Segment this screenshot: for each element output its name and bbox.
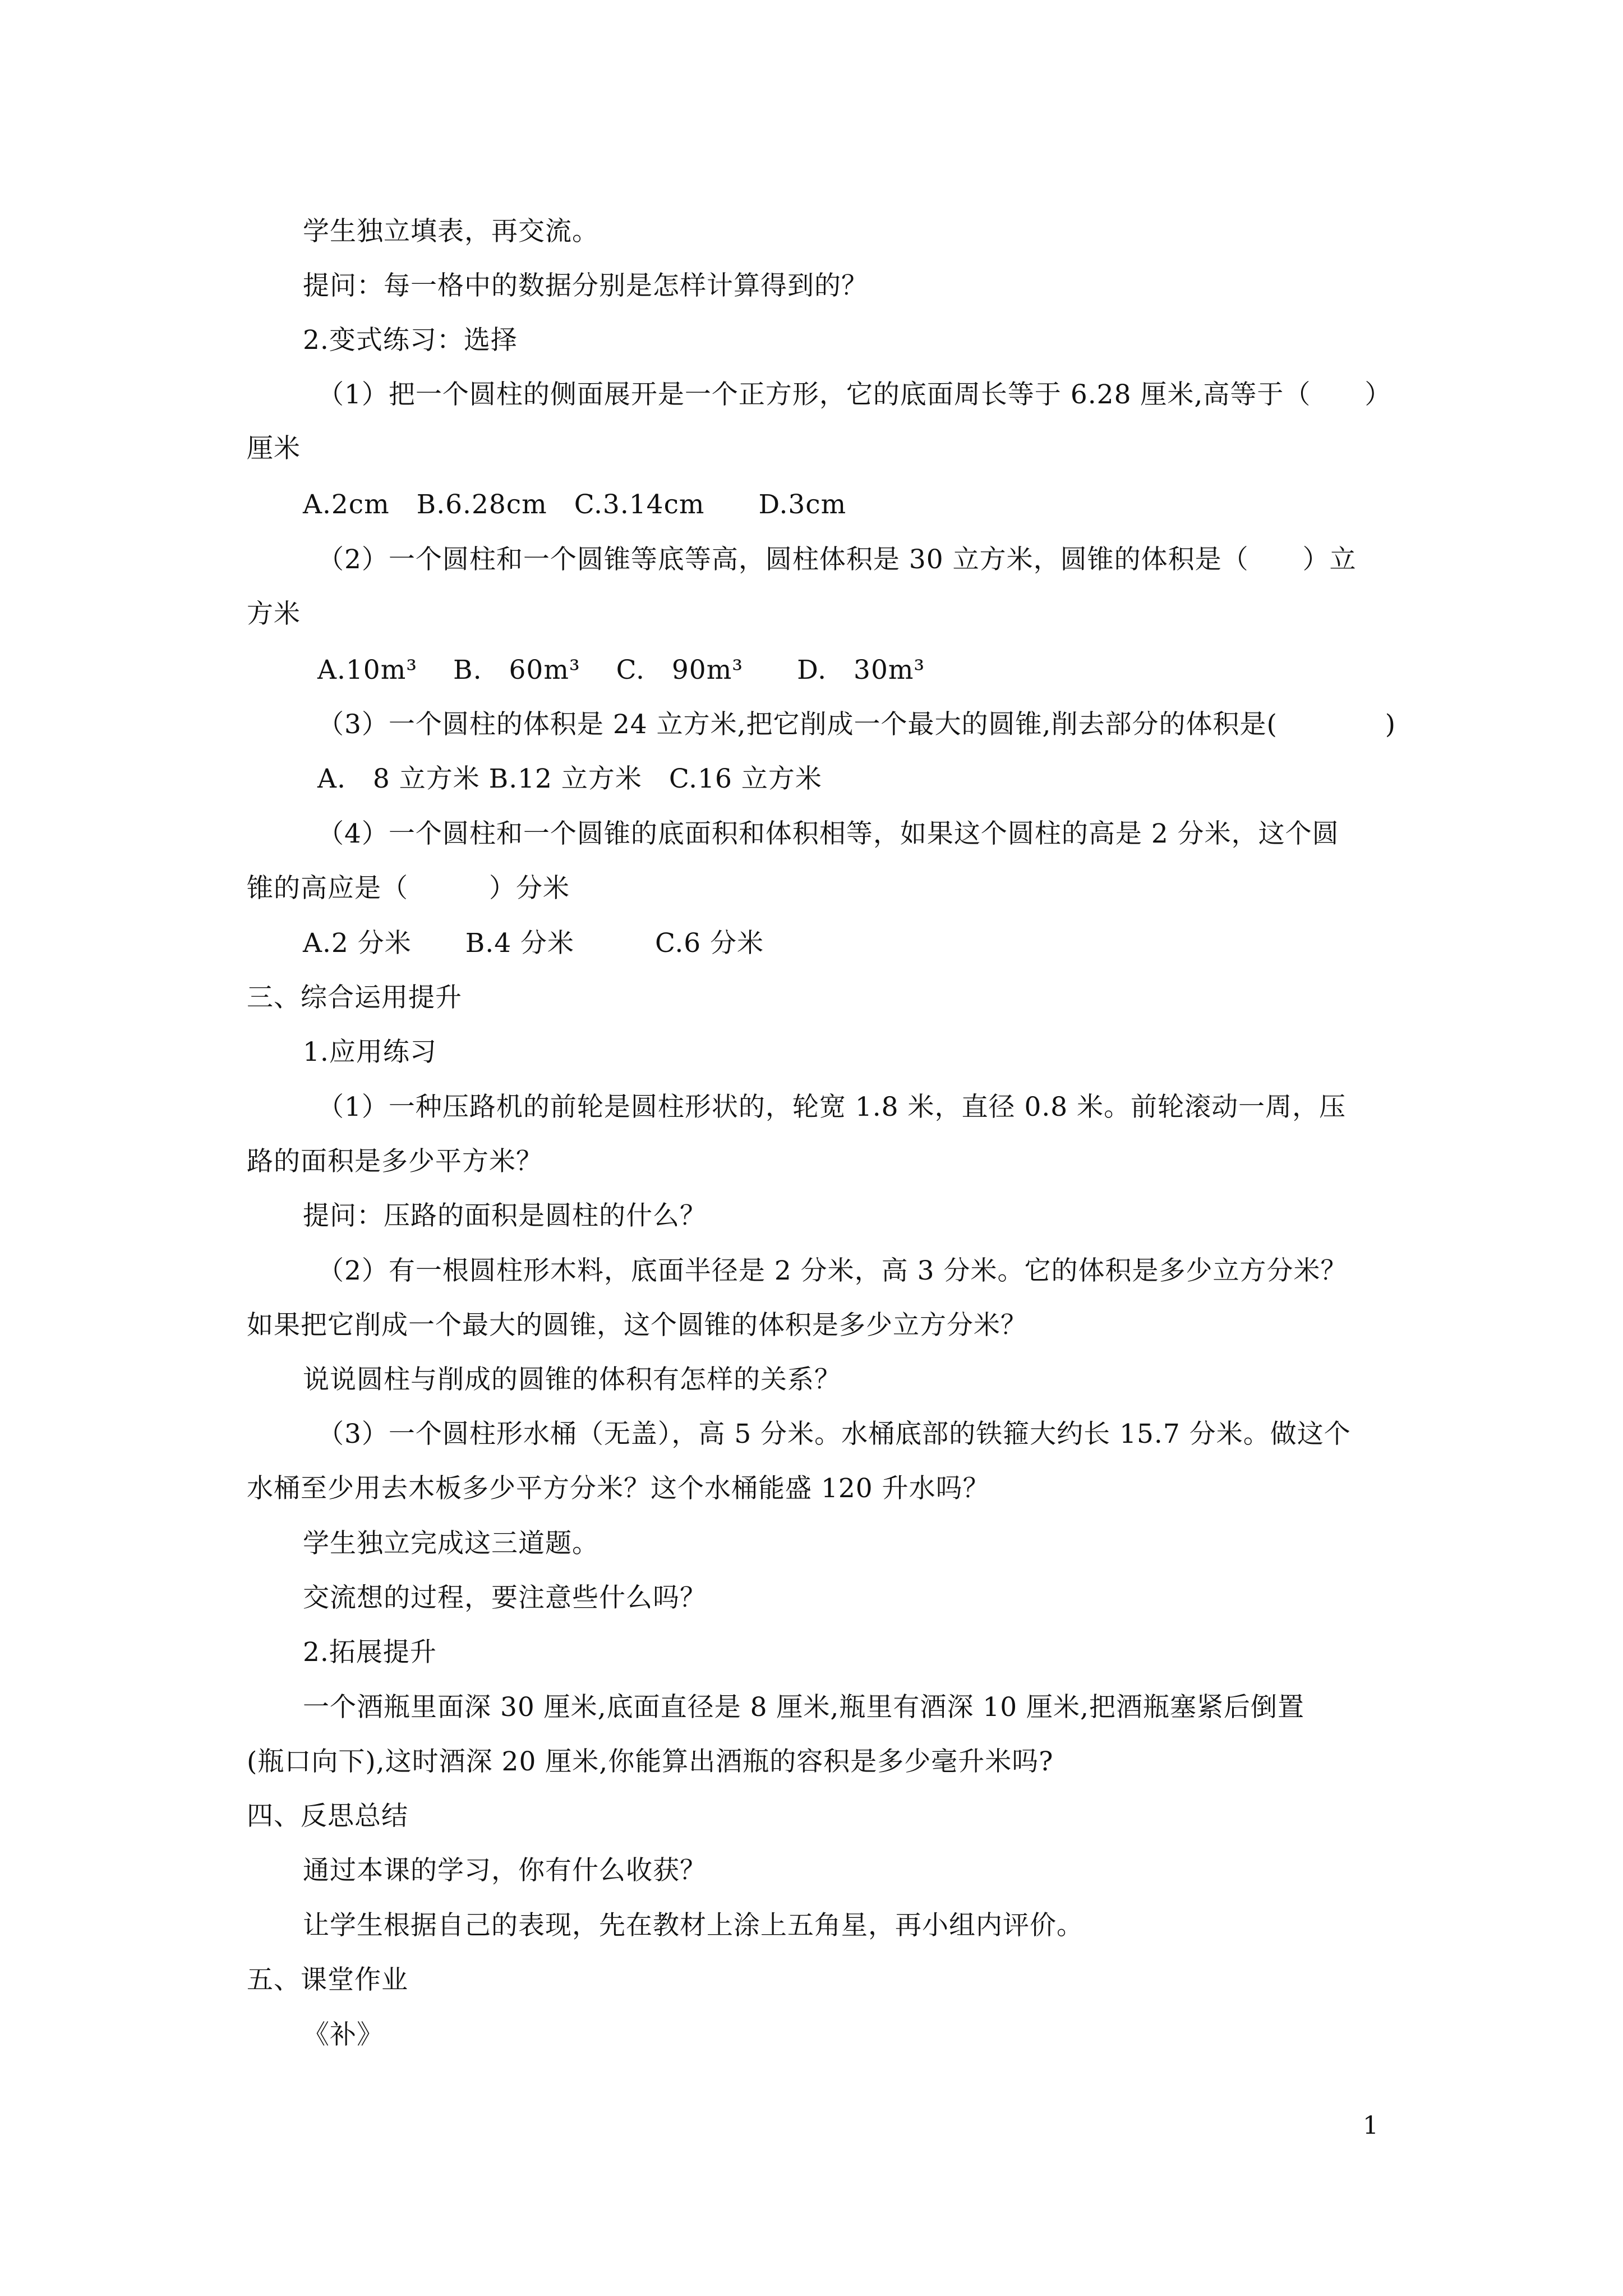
question-2-options: A.10m³ B. 60m³ C. 90m³ D. 30m³ bbox=[317, 655, 925, 685]
question-4-options: A.2 分米 B.4 分米 C.6 分米 bbox=[303, 928, 764, 959]
application-3-text: （3）一个圆柱形水桶（无盖），高 5 分米。水桶底部的铁箍大约长 15.7 分米。做这个 bbox=[317, 1419, 1351, 1450]
section-heading-3: 三、综合运用提升 bbox=[247, 982, 462, 1013]
paragraph-exchange-process: 交流想的过程，要注意些什么吗？ bbox=[303, 1582, 707, 1613]
reflection-question: 通过本课的学习，你有什么收获？ bbox=[303, 1855, 707, 1886]
question-4-text: （4）一个圆柱和一个圆锥的底面积和体积相等，如果这个圆柱的高是 2 分米，这个圆 bbox=[317, 818, 1339, 849]
application-1-continuation: 路的面积是多少平方米？ bbox=[247, 1146, 543, 1177]
question-2-text: （2）一个圆柱和一个圆锥等底等高，圆柱体积是 30 立方米，圆锥的体积是（ ）立 bbox=[317, 544, 1357, 575]
section-heading-5: 五、课堂作业 bbox=[247, 1964, 408, 1995]
subheading-extension: 2.拓展提升 bbox=[303, 1637, 437, 1668]
page-number: 1 bbox=[1363, 2111, 1378, 2140]
paragraph-students-fill-table: 学生独立填表，再交流。 bbox=[303, 216, 599, 247]
question-1-text: （1）把一个圆柱的侧面展开是一个正方形，它的底面周长等于 6.28 厘米,高等于（ ） bbox=[317, 379, 1392, 410]
paragraph-students-complete: 学生独立完成这三道题。 bbox=[303, 1528, 599, 1559]
application-2-discussion: 说说圆柱与削成的圆锥的体积有怎样的关系？ bbox=[303, 1364, 841, 1395]
application-3-continuation: 水桶至少用去木板多少平方分米？这个水桶能盛 120 升水吗？ bbox=[247, 1473, 990, 1504]
homework-reference: 《补》 bbox=[303, 2019, 384, 2050]
application-2-continuation: 如果把它削成一个最大的圆锥，这个圆锥的体积是多少立方分米？ bbox=[247, 1310, 1027, 1341]
extension-problem-continuation: (瓶口向下),这时酒深 20 厘米,你能算出酒瓶的容积是多少毫升米吗? bbox=[247, 1746, 1054, 1777]
paragraph-question-calculation: 提问：每一格中的数据分别是怎样计算得到的？ bbox=[303, 270, 868, 301]
subheading-application-practice: 1.应用练习 bbox=[303, 1037, 437, 1068]
question-1-options: A.2cm B.6.28cm C.3.14cm D.3cm bbox=[303, 489, 847, 520]
question-2-continuation: 方米 bbox=[247, 599, 301, 629]
application-1-text: （1）一种压路机的前轮是圆柱形状的，轮宽 1.8 米，直径 0.8 米。前轮滚动一周，压 bbox=[317, 1092, 1347, 1122]
question-3-options: A. 8 立方米 B.12 立方米 C.16 立方米 bbox=[317, 763, 822, 794]
question-3-text: （3）一个圆柱的体积是 24 立方米,把它削成一个最大的圆锥,削去部分的体积是( ) bbox=[317, 709, 1396, 740]
application-1-question: 提问：压路的面积是圆柱的什么？ bbox=[303, 1200, 707, 1231]
section-heading-4: 四、反思总结 bbox=[247, 1801, 408, 1832]
question-1-continuation: 厘米 bbox=[247, 433, 301, 464]
extension-problem-text: 一个酒瓶里面深 30 厘米,底面直径是 8 厘米,瓶里有酒深 10 厘米,把酒瓶塞紧后倒置 bbox=[303, 1692, 1304, 1723]
reflection-activity: 让学生根据自己的表现，先在教材上涂上五角星，再小组内评价。 bbox=[303, 1910, 1083, 1941]
question-4-continuation: 锥的高应是（ ）分米 bbox=[247, 873, 570, 904]
heading-variant-practice: 2.变式练习：选择 bbox=[303, 325, 518, 356]
application-2-text: （2）有一根圆柱形木料，底面半径是 2 分米，高 3 分米。它的体积是多少立方分米？ bbox=[317, 1255, 1348, 1286]
